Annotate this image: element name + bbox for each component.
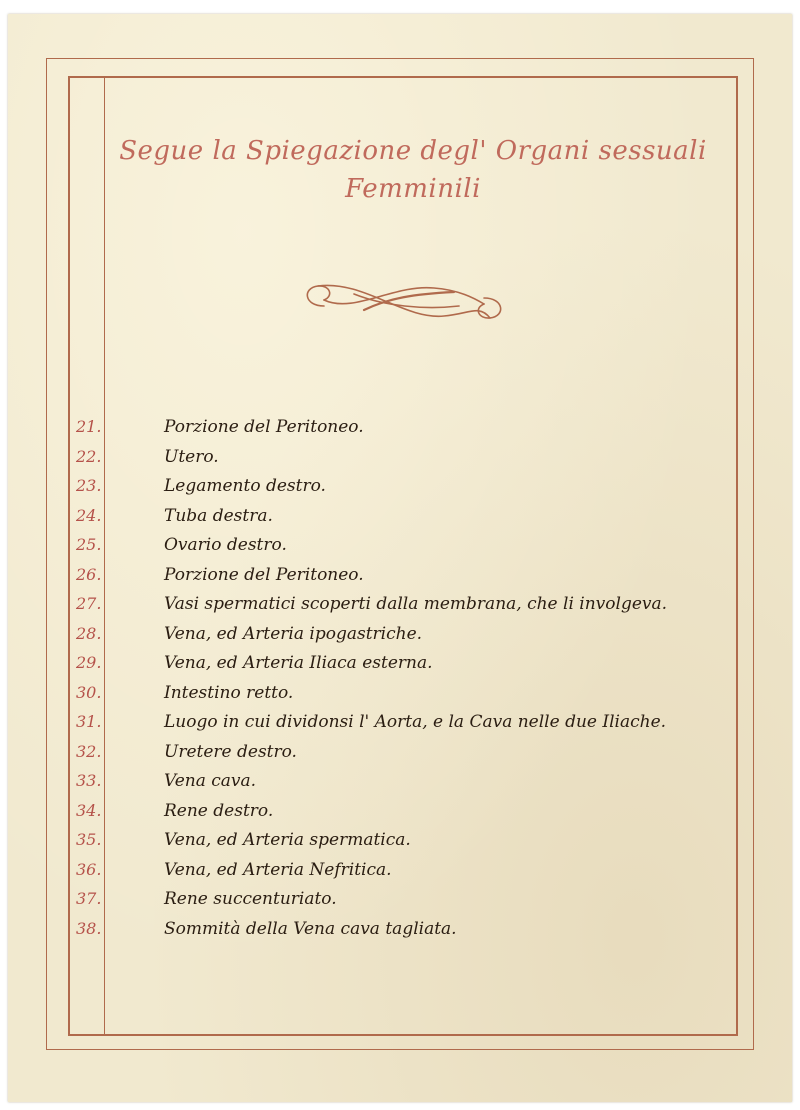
list-item [8, 560, 792, 590]
entry-number: 32. [76, 741, 102, 761]
entry-text: Vena, ed Arteria spermatica. [164, 830, 411, 850]
entry-text: Intestino retto. [164, 682, 294, 703]
entry-text: Sommità della Vena cava tagliata. [164, 918, 457, 939]
list-item [8, 589, 792, 619]
entry-text: Vasi spermatici scoperti dalla membrana, che li involgeva. [164, 594, 668, 614]
list-item [8, 884, 792, 914]
entry-text: Luogo in cui dividonsi l' Aorta, e la Cava nelle due Iliache. [164, 712, 667, 732]
entry-text: Vena, ed Arteria ipogastriche. [164, 623, 423, 644]
list-item [8, 648, 792, 678]
entry-text: Rene destro. [164, 800, 274, 821]
entry-number: 24. [76, 505, 102, 525]
entry-text: Porzione del Peritoneo. [164, 417, 364, 437]
entry-number: 22. [76, 446, 102, 466]
entry-number: 28. [76, 623, 102, 643]
page-title [118, 132, 708, 208]
flourish-ornament [294, 276, 514, 328]
entry-text: Utero. [164, 446, 219, 467]
title-line-1: Segue la Spiegazione degl' Organi sessuali [119, 136, 707, 166]
list-item [8, 619, 792, 649]
list-item [8, 855, 792, 885]
entry-number: 27. [76, 594, 102, 613]
entry-number: 33. [76, 771, 102, 790]
entry-number: 30. [76, 682, 102, 702]
entry-number: 36. [76, 859, 102, 879]
list-item [8, 737, 792, 767]
entry-number: 26. [76, 564, 102, 584]
entry-number: 37. [76, 889, 102, 908]
manuscript-page [8, 14, 792, 1102]
list-item [8, 678, 792, 708]
entry-text: Ovario destro. [164, 535, 287, 555]
entry-text: Uretere destro. [164, 741, 297, 762]
entry-number: 38. [76, 918, 102, 938]
title-line-2: Femminili [345, 174, 481, 204]
entry-number: 34. [76, 800, 102, 820]
entry-text: Vena, ed Arteria Iliaca esterna. [164, 653, 433, 673]
list-item [8, 825, 792, 855]
list-item [8, 707, 792, 737]
entry-text: Rene succenturiato. [164, 889, 337, 909]
entry-number: 21. [76, 417, 102, 436]
list-item [8, 530, 792, 560]
entry-text: Tuba destra. [164, 505, 273, 526]
entry-number: 31. [76, 712, 102, 731]
entry-number: 23. [76, 476, 102, 495]
entry-number: 25. [76, 535, 102, 554]
list-item [8, 501, 792, 531]
entry-number: 35. [76, 830, 102, 849]
entry-text: Vena cava. [164, 771, 257, 791]
entry-number: 29. [76, 653, 102, 672]
list-item [8, 796, 792, 826]
list-item [8, 914, 792, 944]
list-item [8, 412, 792, 442]
entry-text: Vena, ed Arteria Nefritica. [164, 859, 392, 880]
entry-text: Legamento destro. [164, 476, 326, 496]
list-item [8, 471, 792, 501]
list-item [8, 766, 792, 796]
entry-text: Porzione del Peritoneo. [164, 564, 364, 585]
list-item [8, 442, 792, 472]
